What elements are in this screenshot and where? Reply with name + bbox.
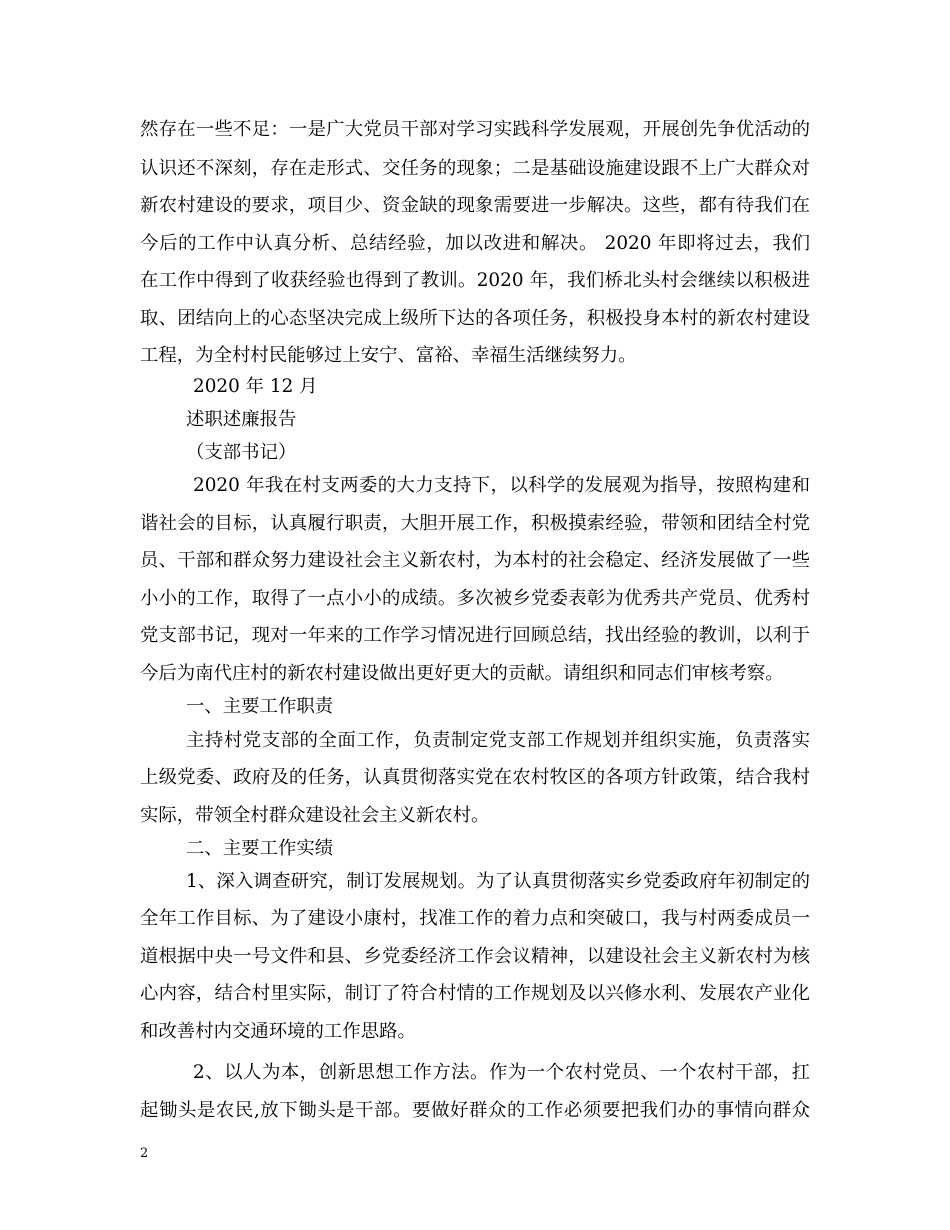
section-heading-1: 一、主要工作职责 bbox=[186, 696, 334, 717]
body-line-3: 新农村建设的要求，项目少、资金缺的现象需要进一步解决。这些，都有待我们在 bbox=[140, 195, 810, 216]
body-line-4: 今后的工作中认真分析、总结经验，加以改进和解决。 2020 年即将过去，我们 bbox=[140, 233, 810, 254]
body-line-18: 主持村党支部的全面工作，负责制定党支部工作规划并组织实施，负责落实 bbox=[186, 730, 810, 751]
date-line: 2020 年 12 月 bbox=[193, 376, 318, 397]
body-line-12: 谐社会的目标，认真履行职责，大胆开展工作，积极摸索经验，带领和团结全村党 bbox=[140, 513, 810, 534]
body-line-7: 工程，为全村村民能够过上安宁、富裕、幸福生活继续努力。 bbox=[140, 345, 637, 366]
body-line-5: 在工作中得到了收获经验也得到了教训。2020 年，我们桥北头村会继续以积极进 bbox=[140, 270, 810, 291]
report-title: 述职述廉报告 bbox=[186, 409, 297, 430]
body-line-13: 员、干部和群众努力建设社会主义新农村，为本村的社会稳定、经济发展做了一些 bbox=[140, 550, 810, 571]
body-line-25: 心内容，结合村里实际，制订了符合村情的工作规划及以兴修水利、发展农产业化 bbox=[140, 983, 810, 1004]
body-line-23: 全年工作目标、为了建设小康村，找准工作的着力点和突破口，我与村两委成员一 bbox=[140, 908, 810, 929]
body-line-1: 然存在一些不足：一是广大党员干部对学习实践科学发展观，开展创先争优活动的 bbox=[140, 119, 810, 140]
page-number: 2 bbox=[140, 1146, 149, 1161]
body-line-11: 2020 年我在村支两委的大力支持下，以科学的发展观为指导，按照构建和 bbox=[193, 475, 810, 496]
body-line-24: 道根据中央一号文件和县、乡党委经济工作会议精神，以建设社会主义新农村为核 bbox=[140, 946, 810, 967]
body-line-15: 党支部书记，现对一年来的工作学习情况进行回顾总结，找出经验的教训，以利于 bbox=[140, 625, 810, 646]
body-line-27: 2、以人为本，创新思想工作方法。作为一个农村党员、一个农村干部，扛 bbox=[193, 1062, 810, 1083]
body-line-2: 认识还不深刻，存在走形式、交任务的现象；二是基础设施建设跟不上广大群众对 bbox=[140, 158, 810, 179]
body-line-19: 上级党委、政府及的任务，认真贯彻落实党在农村牧区的各项方针政策，结合我村 bbox=[140, 767, 810, 788]
body-line-26: 和改善村内交通环境的工作思路。 bbox=[140, 1021, 416, 1042]
section-heading-2: 二、主要工作实绩 bbox=[186, 838, 334, 859]
body-line-28: 起锄头是农民,放下锄头是干部。要做好群众的工作必须要把我们办的事情向群众 bbox=[140, 1100, 810, 1121]
report-subtitle: （支部书记） bbox=[186, 442, 297, 463]
body-line-16: 今后为南代庄村的新农村建设做出更好更大的贡献。请组织和同志们审核考察。 bbox=[140, 663, 784, 684]
body-line-14: 小小的工作，取得了一点小小的成绩。多次被乡党委表彰为优秀共产党员、优秀村 bbox=[140, 588, 810, 609]
body-line-20: 实际，带领全村群众建设社会主义新农村。 bbox=[140, 805, 490, 826]
body-line-22: 1、深入调查研究，制订发展规划。为了认真贯彻落实乡党委政府年初制定的 bbox=[186, 871, 810, 892]
body-line-6: 取、团结向上的心态坚决完成上级所下达的各项任务，积极投身本村的新农村建设 bbox=[140, 308, 810, 329]
